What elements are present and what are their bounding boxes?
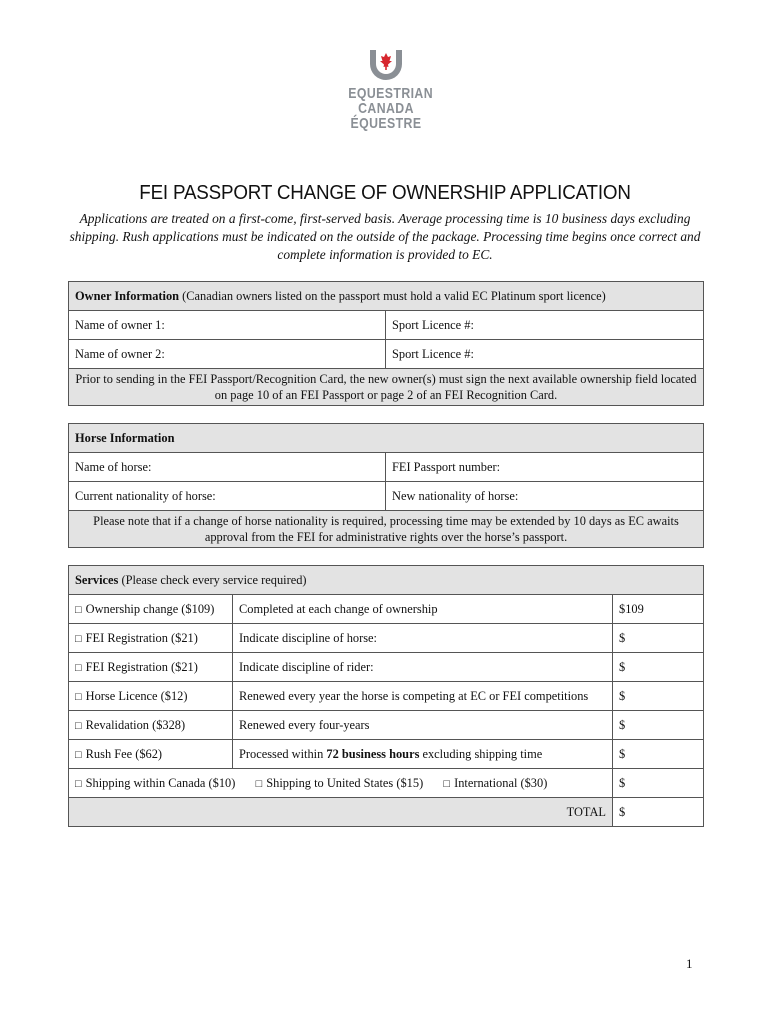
owner-1-name-field[interactable]: Name of owner 1: <box>69 311 386 340</box>
services-header-title: Services <box>75 572 119 587</box>
horse-header: Horse Information <box>69 424 704 453</box>
checkbox-icon <box>75 631 86 645</box>
service-row <box>69 682 704 711</box>
logo-line-1: EQUESTRIAN <box>348 85 434 102</box>
horse-note: Please note that if a change of horse nationality is required, processing time may be extended by 10 days as EC awaits approval from the FEI for administrative rights over the horse’s passport. <box>69 511 704 548</box>
owner-header-title: Owner Information <box>75 288 180 303</box>
rush-fee-checkbox[interactable] <box>69 740 233 769</box>
fei-passport-number-field[interactable]: FEI Passport number: <box>386 453 704 482</box>
service-amount[interactable]: $ <box>613 740 704 769</box>
rider-discipline-field[interactable]: Indicate discipline of rider: <box>233 653 613 682</box>
owner-header-note: (Canadian owners listed on the passport must hold a valid EC Platinum sport licence) <box>179 288 606 303</box>
service-description: Completed at each change of ownership <box>233 595 613 624</box>
rush-fee-row <box>69 740 704 769</box>
rush-desc-pre: Processed within <box>239 746 327 761</box>
ownership-change-checkbox[interactable] <box>69 595 233 624</box>
logo-line-3: ÉQUESTRE <box>350 115 422 132</box>
shipping-us-checkbox[interactable] <box>256 776 424 790</box>
service-description: Renewed every four-years <box>233 711 613 740</box>
service-amount[interactable]: $ <box>613 624 704 653</box>
services-header-note: (Please check every service required) <box>118 572 307 587</box>
horse-row-2 <box>69 482 704 511</box>
service-row <box>69 624 704 653</box>
horse-licence-checkbox[interactable] <box>69 682 233 711</box>
service-label: FEI Registration ($21) <box>85 630 198 645</box>
horse-note-row <box>69 511 704 548</box>
fei-registration-horse-checkbox[interactable] <box>69 624 233 653</box>
page-number: 1 <box>686 956 693 971</box>
checkbox-icon <box>443 776 454 790</box>
horse-information-table <box>68 423 704 548</box>
service-row <box>69 653 704 682</box>
checkbox-icon <box>75 660 86 674</box>
horseshoe-maple-leaf-icon <box>364 48 408 82</box>
owner-row-2 <box>69 340 704 369</box>
services-table <box>68 565 704 827</box>
rush-desc-post: excluding shipping time <box>419 746 543 761</box>
new-nationality-field[interactable]: New nationality of horse: <box>386 482 704 511</box>
owner-header <box>69 282 704 311</box>
service-label: Horse Licence ($12) <box>85 688 188 703</box>
rush-description <box>233 740 613 769</box>
service-amount[interactable]: $ <box>613 711 704 740</box>
service-amount[interactable]: $109 <box>613 595 704 624</box>
service-row <box>69 711 704 740</box>
service-row <box>69 595 704 624</box>
horse-header-row <box>69 424 704 453</box>
shipping-label: Shipping within Canada ($10) <box>85 775 236 790</box>
service-description: Renewed every year the horse is competing at EC or FEI competitions <box>233 682 613 711</box>
shipping-options <box>69 769 613 798</box>
service-amount[interactable]: $ <box>613 653 704 682</box>
total-label: TOTAL <box>69 798 613 827</box>
total-row <box>69 798 704 827</box>
service-label: Ownership change ($109) <box>85 601 215 616</box>
checkbox-icon <box>75 776 86 790</box>
owner-information-table <box>68 281 704 406</box>
service-label: FEI Registration ($21) <box>85 659 198 674</box>
revalidation-checkbox[interactable] <box>69 711 233 740</box>
owner-note-row <box>69 369 704 406</box>
service-amount[interactable]: $ <box>613 682 704 711</box>
shipping-international-checkbox[interactable] <box>443 776 547 790</box>
checkbox-icon <box>256 776 267 790</box>
horse-discipline-field[interactable]: Indicate discipline of horse: <box>233 624 613 653</box>
services-header-row <box>69 566 704 595</box>
checkbox-icon <box>75 689 86 703</box>
horse-row-1 <box>69 453 704 482</box>
checkbox-icon <box>75 747 86 761</box>
shipping-amount[interactable]: $ <box>613 769 704 798</box>
owner-note: Prior to sending in the FEI Passport/Recognition Card, the new owner(s) must sign the next available ownership field located on page 10 of an FEI Passport or page 2 of an FEI Recognition Card. <box>69 369 704 406</box>
equestrian-canada-logo <box>340 48 432 131</box>
current-nationality-field[interactable]: Current nationality of horse: <box>69 482 386 511</box>
owner-2-licence-field[interactable]: Sport Licence #: <box>386 340 704 369</box>
shipping-canada-checkbox[interactable] <box>75 776 235 790</box>
total-amount[interactable]: $ <box>613 798 704 827</box>
owner-2-name-field[interactable]: Name of owner 2: <box>69 340 386 369</box>
logo-line-2: CANADA <box>358 100 414 117</box>
service-label: Revalidation ($328) <box>85 717 186 732</box>
intro-text: Applications are treated on a first-come, first-served basis. Average processing time is 10 business days excluding shipping. Rush applications must be indicated on the outside of the package. Processing time begins once correct and complete information is provided to EC. <box>69 211 701 262</box>
owner-1-licence-field[interactable]: Sport Licence #: <box>386 311 704 340</box>
checkbox-icon <box>75 718 86 732</box>
shipping-row <box>69 769 704 798</box>
checkbox-icon <box>75 602 86 616</box>
services-header <box>69 566 704 595</box>
owner-row-1 <box>69 311 704 340</box>
shipping-label: Shipping to United States ($15) <box>266 775 424 790</box>
rush-desc-bold: 72 business hours <box>326 746 420 761</box>
owner-header-row <box>69 282 704 311</box>
fei-registration-rider-checkbox[interactable] <box>69 653 233 682</box>
horse-name-field[interactable]: Name of horse: <box>69 453 386 482</box>
shipping-label: International ($30) <box>454 775 548 790</box>
page-title: FEI PASSPORT CHANGE OF OWNERSHIP APPLICATION <box>139 182 631 204</box>
service-label: Rush Fee ($62) <box>85 746 163 761</box>
